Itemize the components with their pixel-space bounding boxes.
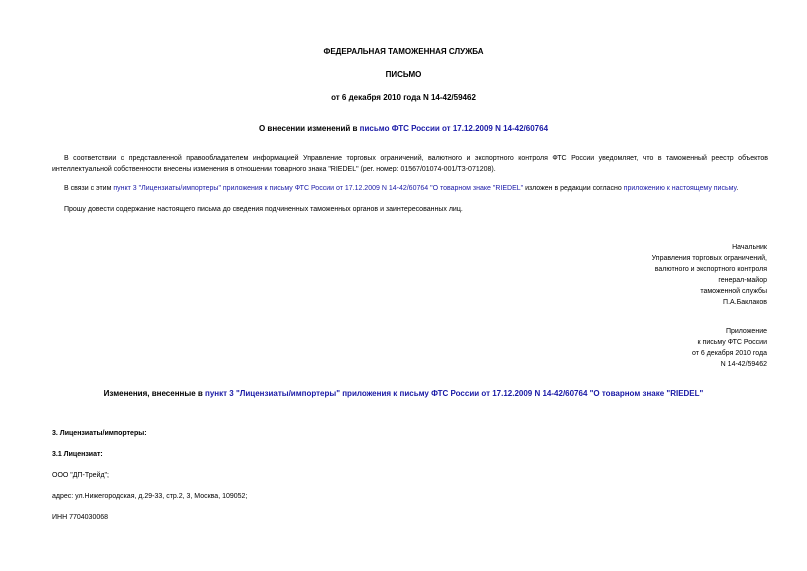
- body-paragraph-3: Прошу довести содержание настоящего письма до сведения подчиненных таможенных органов и заинтересованных лиц.: [64, 206, 463, 213]
- appendix-title-link[interactable]: пункт 3 "Лицензиаты/импортеры" приложения к письму ФТС России от 17.12.2009 N 14-42/60764 "О товарном знаке "RIEDEL": [205, 389, 704, 398]
- appendix-title-prefix: Изменения, внесенные в: [103, 389, 206, 398]
- subsection-heading: 3.1 Лицензиат:: [52, 451, 103, 458]
- p2-suffix: .: [736, 185, 739, 192]
- signature-line: таможенной службы: [700, 288, 767, 295]
- licensee-address: адрес: ул.Нижегородская, д.29-33, стр.2, 3, Москва, 109052;: [52, 493, 248, 500]
- body-paragraph-2: [52, 183, 768, 194]
- signature-line: П.А.Баклаков: [723, 299, 767, 306]
- appendix-ref-line: от 6 декабря 2010 года: [691, 350, 767, 357]
- document-date-number: от 6 декабря 2010 года N 14-42/59462: [331, 93, 476, 102]
- licensee-inn: ИНН 7704030068: [52, 514, 109, 521]
- appendix-reference-block: [507, 326, 767, 370]
- subject-heading: [0, 124, 807, 133]
- licensee-company: ООО "ДП-Трейд";: [52, 472, 109, 479]
- signature-line: генерал-майор: [718, 277, 767, 284]
- organization-title: ФЕДЕРАЛЬНАЯ ТАМОЖЕННАЯ СЛУЖБА: [323, 47, 484, 56]
- signature-line: Управления торговых ограничений,: [651, 255, 767, 262]
- appendix-ref-line: N 14-42/59462: [720, 361, 767, 368]
- signature-line: Начальник: [732, 244, 767, 251]
- subject-prefix: О внесении изменений в: [258, 124, 360, 133]
- section-heading: 3. Лицензиаты/импортеры:: [52, 430, 147, 437]
- p2-prefix: В связи с этим: [64, 185, 114, 192]
- p2-link-item3[interactable]: пункт 3 "Лицензиаты/импортеры" приложения к письму ФТС России от 17.12.2009 N 14-42/60764 "О товарном знаке "RIEDEL": [113, 185, 524, 192]
- body-paragraph-1: В соответствии с представленной правообладателем информацией Управление торговых ограничений, валютного и экспортного контроля ФТС России уведомляет, что в таможенный реестр объектов интеллектуальной собственности внесены изменения в отношении товарного знака "RIEDEL" (рег. номер: 01567/01074-001/ТЗ-071208).: [52, 155, 768, 173]
- subject-link[interactable]: письмо ФТС России от 17.12.2009 N 14-42/60764: [359, 124, 549, 133]
- signature-block: [507, 242, 767, 308]
- signature-line: валютного и экспортного контроля: [654, 266, 767, 273]
- document-type: ПИСЬМО: [385, 70, 422, 79]
- appendix-ref-line: Приложение: [725, 328, 767, 335]
- appendix-title: [0, 389, 807, 398]
- appendix-ref-line: к письму ФТС России: [697, 339, 767, 346]
- p2-middle: изложен в редакции согласно: [523, 185, 624, 192]
- p2-link-appendix[interactable]: приложению к настоящему письму: [623, 185, 737, 192]
